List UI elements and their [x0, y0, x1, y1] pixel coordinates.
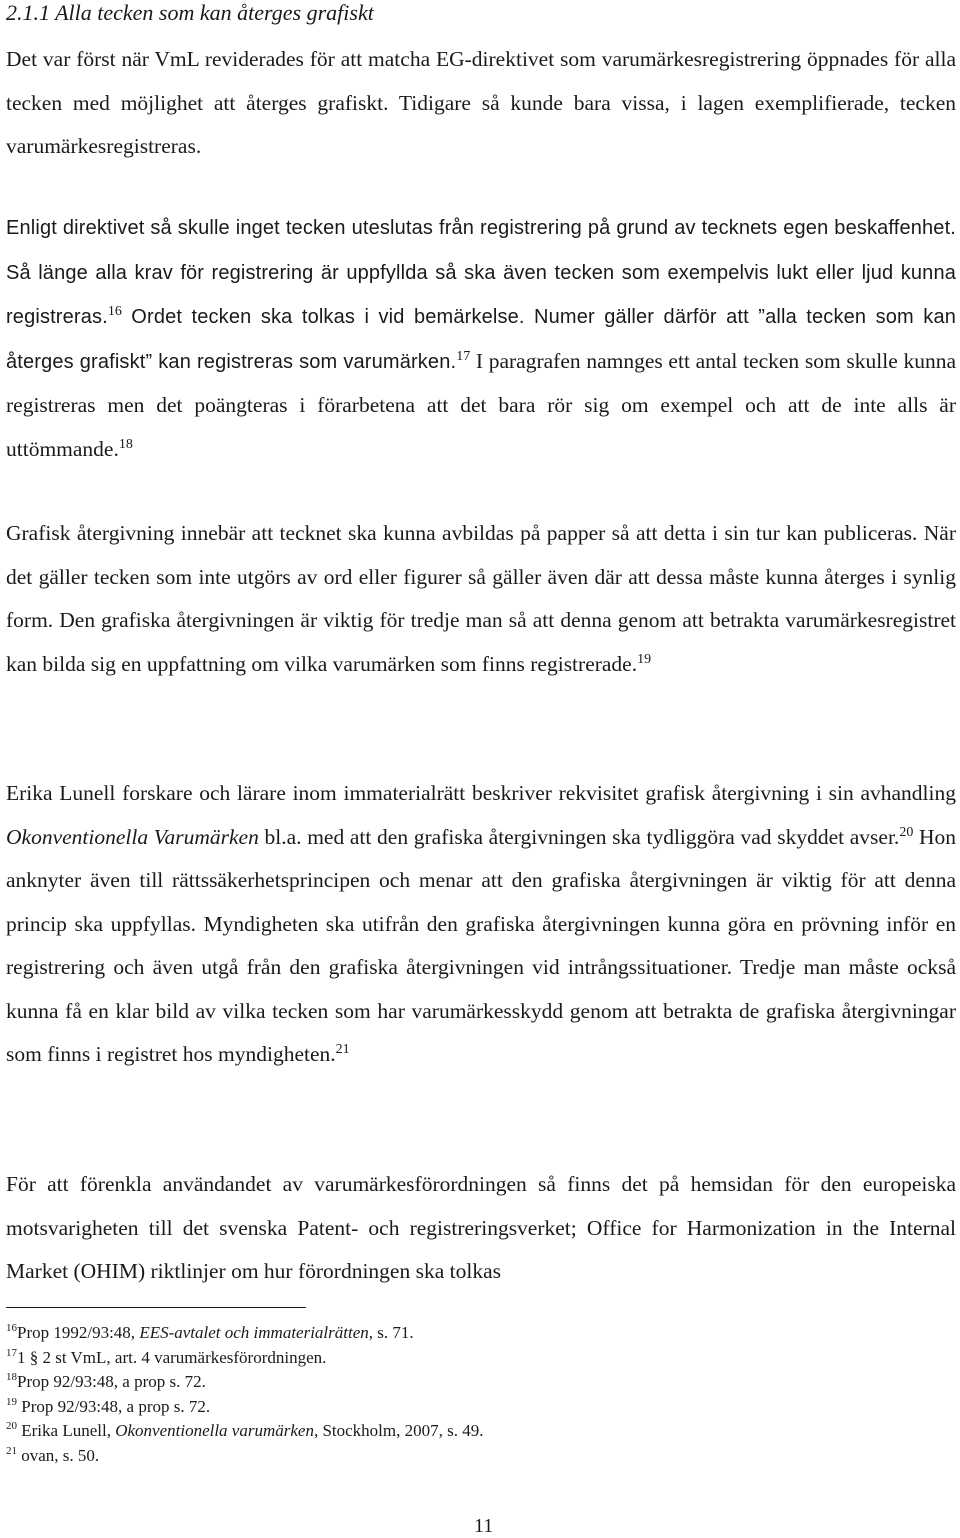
footnote-number: 17	[6, 1346, 17, 1359]
paragraph-4	[6, 772, 956, 1077]
footnote-19	[6, 1395, 484, 1420]
footnote-ref-20[interactable]: 20	[899, 824, 914, 840]
paragraph-5: För att förenkla användandet av varumärkesförordningen så finns det på hemsidan för den europeiska motsvarigheten till det svenska Patent- och registreringsverket; Office for Harmonization in the Internal Market (OHIM) riktlinjer om hur förordningen ska tolkas	[6, 1172, 956, 1283]
footnote-ref-16[interactable]: 16	[107, 304, 122, 319]
paragraph-4-text-b: bl.a. med att den grafiska återgivningen ska tydliggöra vad skyddet avser.	[258, 824, 900, 849]
footnote-text-end: , s. 71.	[368, 1323, 414, 1342]
paragraph-2-text-a: Enligt direktivet så skulle inget tecken uteslutas från registrering på grund av tecknets egen beskaffenhet.	[6, 217, 956, 239]
paragraph-3-text: Grafisk återgivning innebär att tecknet ska kunna avbildas på papper så att detta i sin tur kan publiceras. När det gäller tecken som inte utgörs av ord eller figurer så gäller även där att dessa måste kunna återges i synlig form. Den grafiska återgivningen är viktig för tredje man så att denna genom att betrakta varumärkesregistret kan bilda sig en uppfattning om vilka varumärken som finns registrerade.	[6, 521, 956, 676]
footnote-number: 20	[6, 1420, 17, 1432]
footnote-number: 19	[6, 1395, 17, 1408]
dissertation-title: Okonventionella Varumärken	[6, 824, 259, 849]
footnote-title: EES-avtalet och immaterialrätten	[139, 1323, 369, 1342]
paragraph-1: Det var först när VmL reviderades för att matcha EG-direktivet som varumärkesregistrering öppnades för alla tecken med möjlighet att återges grafiskt. Tidigare så kunde bara vissa, i lagen exemplifierade, tecken varumärkesregistreras.	[6, 47, 956, 158]
footnote-separator	[6, 1307, 306, 1308]
footnote-number: 18	[6, 1371, 17, 1383]
footnote-18	[6, 1370, 484, 1395]
footnote-21	[6, 1444, 484, 1469]
footnote-text: Erika Lunell,	[17, 1421, 116, 1440]
paragraph-2-text-b: Så länge alla krav för registrering är uppfyllda så ska även tecken som exempelvis lukt eller ljud kunna registreras.	[6, 261, 956, 328]
paragraph-2-text-d: I paragrafen namnges ett antal tecken som skulle kunna registreras men det poängteras i förarbetena att det bara rör sig om exempel och att de inte alls är uttömmande.	[6, 348, 956, 461]
footnote-17	[6, 1346, 484, 1371]
footnote-title: Okonventionella varumärken,	[115, 1421, 319, 1440]
footnote-ref-19[interactable]: 19	[637, 651, 652, 667]
footnote-text: 1 § 2 st VmL, art. 4 varumärkesförordningen.	[17, 1347, 327, 1367]
paragraph-4-text-a: Erika Lunell forskare och lärare inom immaterialrätt beskriver rekvisitet grafisk återgivning i sin avhandling	[6, 781, 956, 805]
footnote-text: Prop 92/93:48, a prop s. 72.	[17, 1396, 211, 1416]
footnote-16	[6, 1321, 484, 1346]
paragraph-2	[6, 206, 956, 471]
footnote-text: Prop 1992/93:48,	[17, 1323, 140, 1342]
footnote-20	[6, 1419, 484, 1444]
footnote-ref-18[interactable]: 18	[118, 436, 133, 452]
footnote-text: Prop 92/93:48, a prop s. 72.	[17, 1372, 206, 1391]
footnote-number: 21	[6, 1444, 17, 1457]
paragraph-3	[6, 512, 956, 686]
footnotes	[6, 1321, 484, 1468]
section-heading: 2.1.1 Alla tecken som kan återges grafiskt	[6, 0, 374, 25]
footnote-ref-17[interactable]: 17	[456, 348, 471, 364]
paragraph-4-text-c: Hon anknyter även till rättssäkerhetsprincipen och menar att den grafiska återgivningen är viktig för att denna princip ska uppfyllas. Myndigheten ska utifrån den grafiska återgivningen kunna göra en prövning inför en registrering och även utgå från den grafiska återgivningen vid intrångssituationer. Tredje man måste också kunna få en klar bild av vilka tecken som har varumärkesskydd genom att betrakta de grafiska återgivningar som finns i registret hos myndigheten.	[6, 824, 957, 1066]
footnote-number: 16	[6, 1322, 17, 1334]
footnote-text-end: Stockholm, 2007, s. 49.	[318, 1421, 484, 1440]
page-number: 11	[474, 1515, 494, 1537]
footnote-text: ovan, s. 50.	[17, 1445, 100, 1465]
paragraph-2-text-c: Ordet tecken ska tolkas i vid bemärkelse. Numer gäller därför att ”alla tecken som kan återges grafiskt” kan registreras som varumärken.	[6, 306, 956, 373]
footnote-ref-21[interactable]: 21	[335, 1042, 350, 1057]
